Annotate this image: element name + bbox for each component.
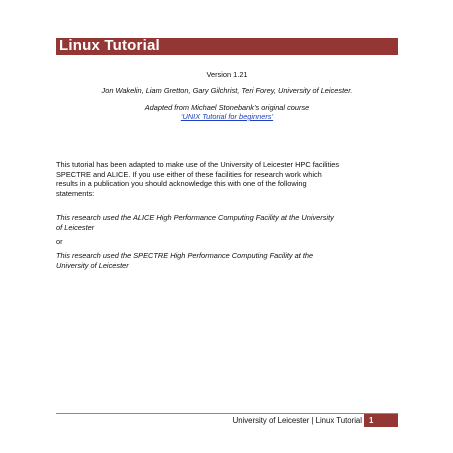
footer-divider: [56, 413, 398, 414]
page-number: 1: [369, 416, 374, 425]
acknowledgement-spectre: [56, 251, 398, 270]
document-title: Linux Tutorial: [59, 37, 160, 54]
authors-line: Jon Wakelin, Liam Gretton, Gary Gilchrist, Teri Forey, University of Leicester.: [101, 86, 353, 95]
acknowledgement-line: University of Leicester: [56, 260, 129, 270]
page-number-box: [364, 414, 398, 427]
adapted-from-line: Adapted from Michael Stonebank’s original course: [144, 103, 310, 112]
intro-line: results in a publication you should acknowledge this with one of the following: [56, 179, 307, 189]
acknowledgement-line: of Leicester: [56, 222, 95, 232]
title-banner: [56, 38, 398, 55]
course-link[interactable]: ‘UNIX Tutorial for beginners’: [180, 112, 274, 121]
acknowledgement-alice: [56, 213, 398, 232]
version-label: Version 1.21: [206, 70, 248, 79]
intro-paragraph: [56, 160, 398, 198]
intro-line: This tutorial has been adapted to make use of the University of Leicester HPC facilities: [56, 160, 340, 169]
intro-line: statements:: [56, 188, 95, 198]
intro-line: SPECTRE and ALICE. If you use either of these facilities for research work which: [56, 169, 322, 179]
acknowledgement-line: This research used the ALICE High Performance Computing Facility at the University: [56, 213, 334, 222]
footer-text: University of Leicester | Linux Tutorial: [232, 416, 362, 425]
acknowledgement-line: This research used the SPECTRE High Performance Computing Facility at the: [56, 251, 314, 260]
or-separator: or: [56, 237, 63, 246]
